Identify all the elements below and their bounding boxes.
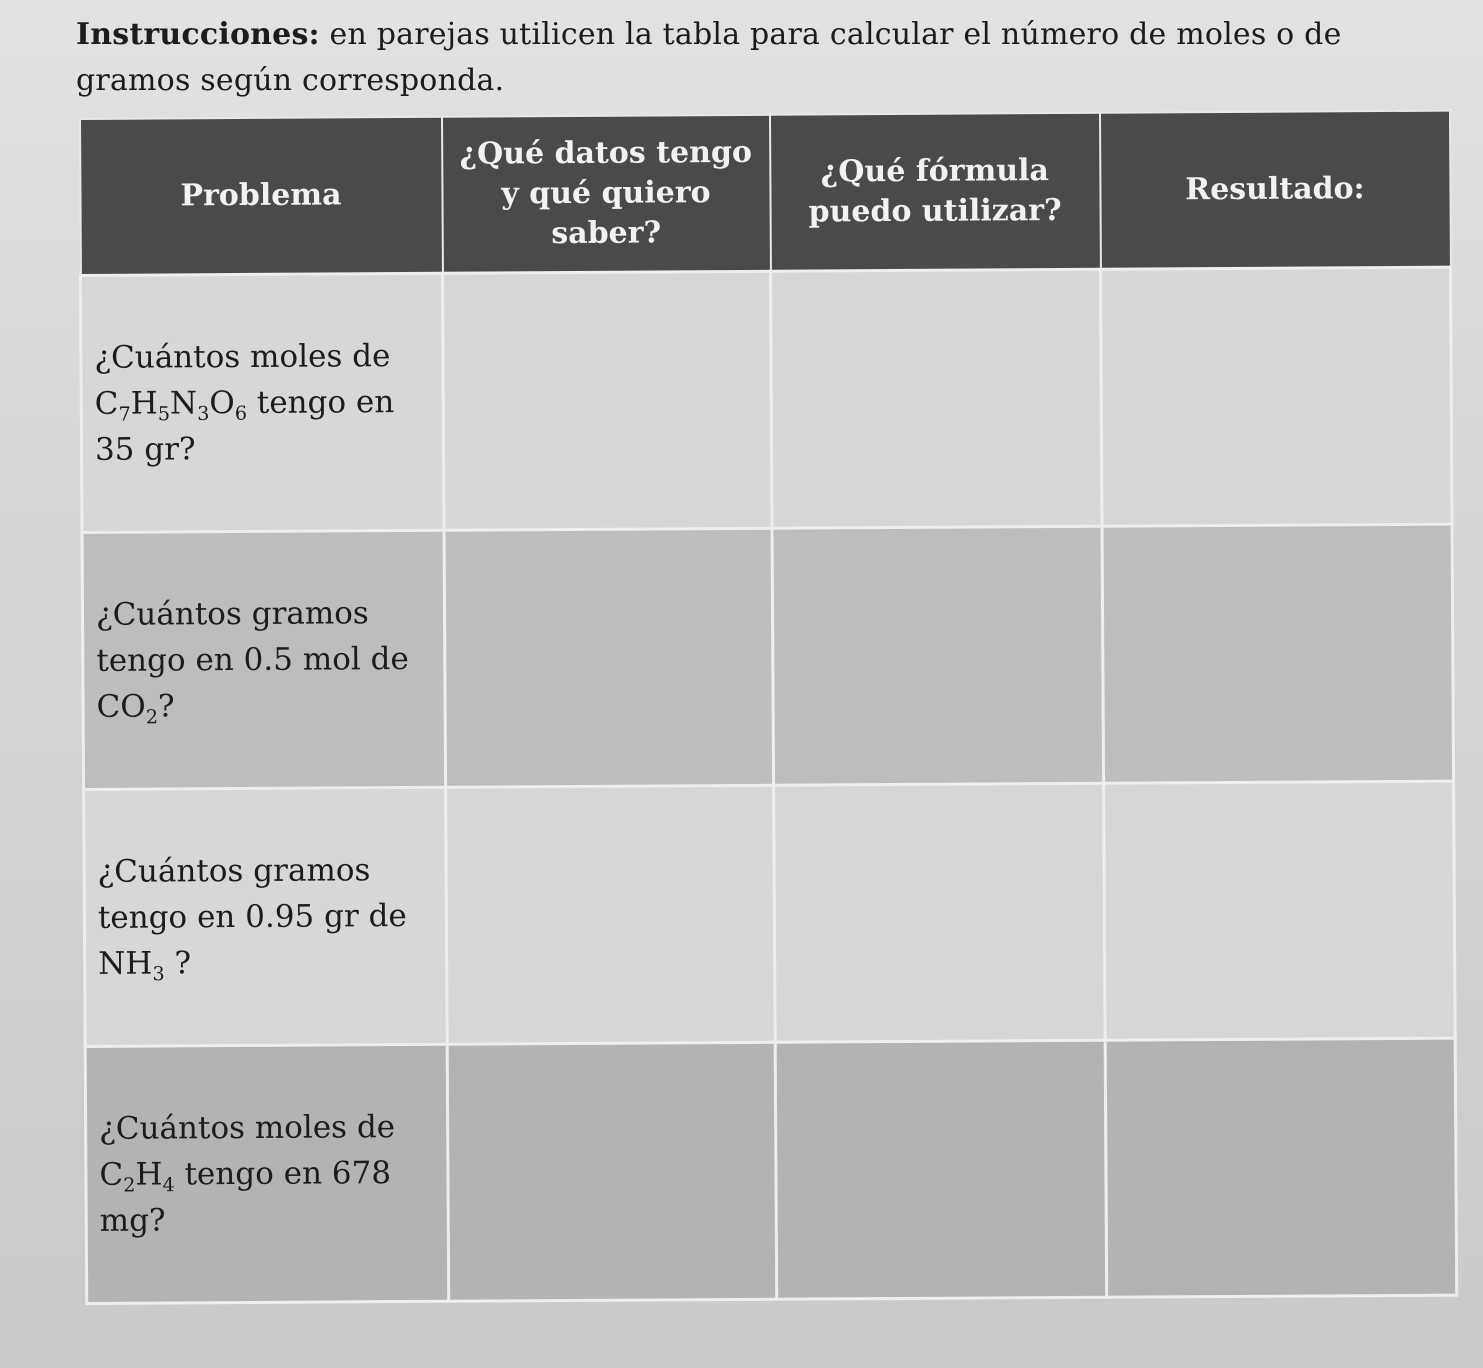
problem-text-post: ? (164, 945, 192, 982)
datos-answer-cell[interactable] (444, 528, 774, 787)
formula-answer-cell[interactable] (775, 1040, 1107, 1299)
problem-cell (84, 787, 448, 1046)
formula-subscript: 2 (123, 1173, 136, 1197)
table-row (80, 267, 1452, 532)
formula-element: NH (98, 945, 153, 982)
problem-text-pre: ¿Cuántos gramos tengo en 0.5 mol de (95, 595, 409, 679)
table-row (82, 524, 1454, 789)
instructions-lead: Instrucciones: (76, 17, 320, 52)
instructions-text: en parejas utilicen la tabla para calcular el número de moles o de gramos según corresponda. (76, 17, 1342, 98)
problem-cell (80, 273, 444, 532)
chemical-formula (98, 945, 165, 986)
worksheet-table (78, 110, 1458, 1305)
problem-cell (85, 1044, 449, 1303)
chemical-formula (96, 688, 159, 729)
datos-answer-cell[interactable] (446, 785, 776, 1044)
formula-subscript: 2 (145, 705, 159, 729)
formula-answer-cell[interactable] (770, 269, 1102, 528)
header-datos: ¿Qué datos tengo y qué quiero saber? (441, 115, 770, 274)
chemical-formula (94, 385, 248, 426)
result-answer-cell[interactable] (1102, 524, 1454, 783)
table-row (85, 1038, 1457, 1303)
formula-element: C (99, 1156, 124, 1193)
result-answer-cell[interactable] (1104, 781, 1456, 1040)
formula-element: H (130, 385, 158, 422)
result-answer-cell[interactable] (1105, 1038, 1457, 1297)
problem-text-post: tengo en 35 gr? (94, 384, 395, 468)
formula-element: H (135, 1156, 163, 1193)
formula-answer-cell[interactable] (772, 526, 1104, 785)
formula-subscript: 7 (118, 402, 131, 426)
formula-element: O (209, 385, 235, 422)
formula-element: CO (96, 688, 146, 725)
formula-subscript: 4 (162, 1173, 175, 1197)
header-formula: ¿Qué fórmula puedo utilizar? (769, 113, 1100, 272)
problem-text-post: tengo en 678 mg? (99, 1155, 392, 1239)
formula-subscript: 6 (234, 401, 248, 425)
formula-subscript: 5 (157, 402, 171, 426)
formula-answer-cell[interactable] (774, 783, 1106, 1042)
worksheet (78, 110, 1465, 1318)
formula-element: N (169, 385, 198, 422)
header-row (80, 111, 1451, 276)
datos-answer-cell[interactable] (442, 271, 772, 530)
problem-cell (82, 530, 446, 789)
instructions (76, 12, 1456, 104)
header-problema: Problema (80, 117, 443, 276)
formula-subscript: 3 (152, 962, 165, 986)
datos-answer-cell[interactable] (447, 1042, 777, 1301)
header-resultado: Resultado: (1099, 111, 1450, 270)
result-answer-cell[interactable] (1100, 267, 1452, 526)
problem-text-pre: ¿Cuántos gramos tengo en 0.95 gr de (97, 852, 407, 936)
problem-text-pre: ¿Cuántos moles de (99, 1109, 396, 1147)
formula-subscript: 3 (197, 401, 210, 425)
problem-text-pre: ¿Cuántos moles de (94, 338, 391, 376)
table-row (84, 781, 1456, 1046)
chemical-formula (99, 1156, 175, 1197)
formula-element: C (94, 385, 119, 422)
problem-text-post: ? (157, 688, 175, 725)
